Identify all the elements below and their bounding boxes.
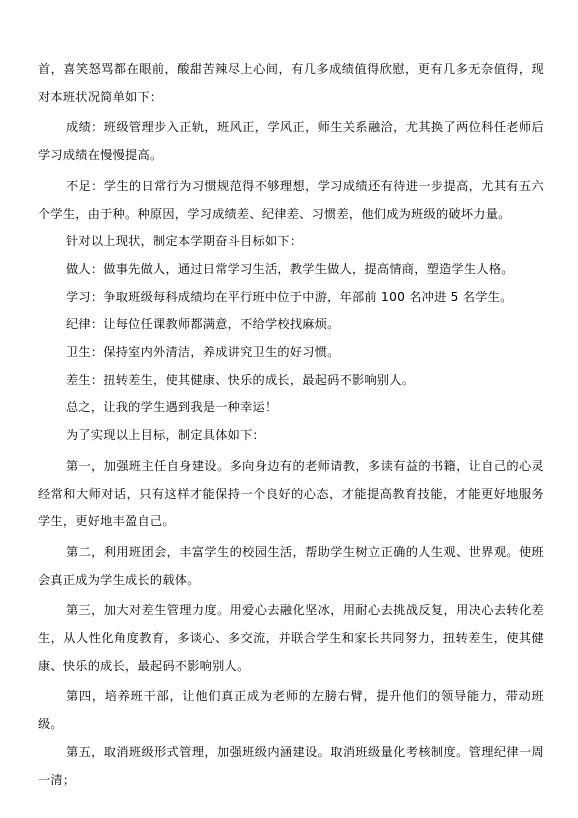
- paragraph-goal-study: 学习：争取班级每科成绩均在平行班中位于中游，年部前 100 名冲进 5 名学生。: [66, 289, 513, 304]
- paragraph-goals-intro: 针对以上现状，制定本学期奋斗目标如下：: [66, 234, 303, 249]
- paragraph-measure-3: 第三，加大对差生管理力度。用爱心去融化坚冰，用耐心去挑战反复，用决心去转化差生，从人性化角度教育，多谈心、多交流，并联合学生和家长共同努力，扭转差生，使其健康、快乐的成长，最起码不影响别人。: [38, 603, 544, 673]
- paragraph-measures-intro: 为了实现以上目标，制定具体如下：: [66, 428, 265, 443]
- paragraph-intro: 首，喜笑怒骂都在眼前，酸甜苦辣尽上心间，有几多成绩值得欣慰，更有几多无奈值得，现对本班状况简单如下：: [38, 62, 544, 104]
- paragraph-goal-discipline: 纪律：让每位任课教师都满意，不给学校找麻烦。: [66, 317, 340, 332]
- paragraph-goal-weak-students: 差生：扭转差生，使其健康、快乐的成长，最起码不影响别人。: [66, 372, 415, 387]
- document-page: [38, 56, 544, 794]
- paragraph-shortcomings: 不足：学生的日常行为习惯规范得不够理想，学习成绩还有待进一步提高，尤其有五六个学生，由于种。种原因，学习成绩差、纪律差、习惯差，他们成为班级的破坏力量。: [38, 178, 544, 221]
- paragraph-goal-conduct: 做人：做事先做人，通过日常学习生活，教学生做人，提高情商，塑造学生人格。: [66, 261, 514, 276]
- paragraph-measure-2: 第二，利用班团会，丰富学生的校园生活，帮助学生树立正确的人生观、世界观。使班会真正成为学生成长的载体。: [38, 544, 544, 587]
- paragraph-summary: 总之，让我的学生遇到我是一种幸运！: [66, 400, 278, 415]
- paragraph-achievements: 成绩：班级管理步入正轨，班风正，学风正，师生关系融洽，尤其换了两位科任老师后学习成绩在慢慢提高。: [38, 120, 544, 163]
- paragraph-measure-5: 第五，取消班级形式管理，加强班级内涵建设。取消班级量化考核制度。管理纪律一周一清；: [38, 744, 544, 787]
- paragraph-goal-hygiene: 卫生：保持室内外清洁，养成讲究卫生的好习惯。: [66, 345, 340, 360]
- paragraph-measure-1: 第一，加强班主任自身建设。多向身边有的老师请教，多读有益的书籍，让自己的心灵经常和大师对话，只有这样才能保持一个良好的心态，才能提高教育技能，才能更好地服务学生，更好地丰盈自己。: [38, 458, 544, 529]
- paragraph-measure-4: 第四，培养班干部，让他们真正成为老师的左膀右臂，提升他们的领导能力，带动班级。: [38, 689, 544, 732]
